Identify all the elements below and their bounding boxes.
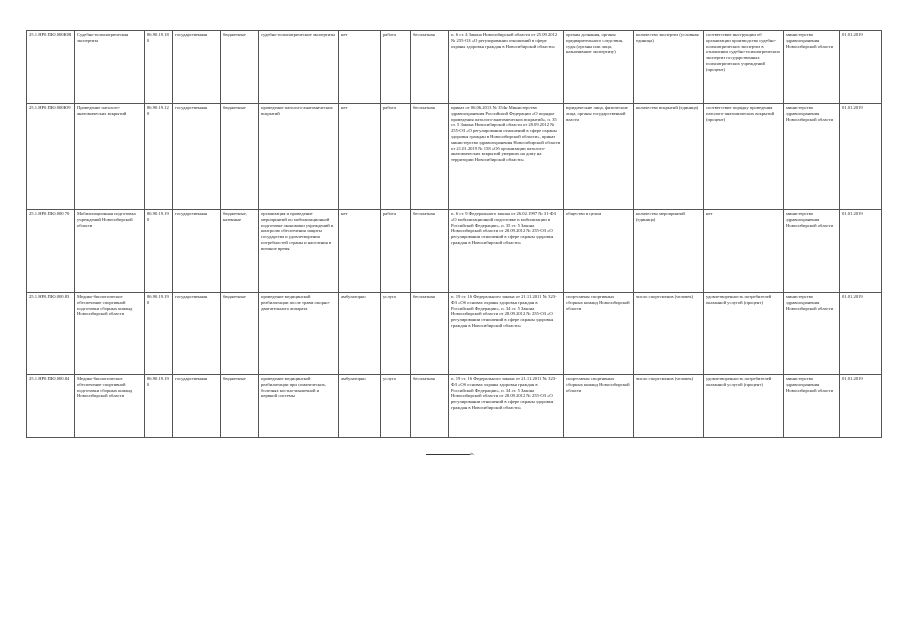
cell-legal: п. 19 ст. 16 Федерального закона от 21.11.2011 № 323-ФЗ «Об основах охраны здоровья граждан в Российской Федерации», п. 34 ст. 5 Закона Новосибирской области от 28.09.2012 № 255-ОЗ «О регулировании отношений в сфере охраны здоровья граждан в Новосибирской области» bbox=[449, 293, 564, 375]
cell-kind: работа bbox=[381, 104, 411, 210]
cell-content: проведение медицинской реабилитации при соматических, болезнях костно-мышечной и нервной системы bbox=[259, 375, 339, 438]
cell-authority: министерство здравоохранения Новосибирской области bbox=[784, 210, 840, 293]
cell-volume: число спортсменов (человек) bbox=[634, 375, 704, 438]
cell-type: государственная bbox=[173, 210, 221, 293]
cell-date: 01.01.2019 bbox=[840, 375, 882, 438]
table-row bbox=[27, 293, 882, 375]
table-row bbox=[27, 104, 882, 210]
cell-okved: 86.90.19.180 bbox=[145, 31, 173, 104]
cell-okved: 86.90.19.190 bbox=[145, 293, 173, 375]
closing-quote: ». bbox=[470, 451, 475, 457]
cell-consumers: юридические лица, физические лица, органы государственной власти bbox=[564, 104, 634, 210]
cell-code: 25.1.НР0.ПЮ.000ЮВ bbox=[27, 31, 75, 104]
table-row bbox=[27, 31, 882, 104]
cell-name: Мобилизационная подготовка учреждений Новосибирской области bbox=[75, 210, 145, 293]
cell-date: 01.01.2019 bbox=[840, 210, 882, 293]
cell-quality: соответствие порядку проведения патолого-анатомических вскрытий (процент) bbox=[704, 104, 784, 210]
cell-legal: п. 19 ст. 16 Федерального закона от 21.11.2011 № 323-ФЗ «Об основах охраны здоровья граждан в Российской Федерации», п. 34 ст. 5 Закона Новосибирской области от 28.09.2012 № 255-ОЗ «О регулировании отношений в сфере охраны здоровья граждан в Новосибирской области» bbox=[449, 375, 564, 438]
cell-payment: бесплатная bbox=[411, 375, 449, 438]
cell-legal: приказ от 06.06.2013 № 354н Министерства здравоохранения Российской Федерации «О порядке проведения патолого-анатомических вскрытий», п. 35 ст. 5 Закона Новосибирской области от 28.09.2012 № 255-ОЗ «О регулировании отношений в сфере охраны здоровья граждан в Новосибирской области», приказ министерства здравоохранения Новосибирской области от 21.01.2019 № 158 «Об организации патолого-анатомических вскрытий умерших на дому на территории Новосибирской области» bbox=[449, 104, 564, 210]
cell-payment: бесплатная bbox=[411, 31, 449, 104]
cell-volume: количество вскрытий (единица) bbox=[634, 104, 704, 210]
cell-authority: министерство здравоохранения Новосибирской области bbox=[784, 375, 840, 438]
cell-date: 01.01.2019 bbox=[840, 293, 882, 375]
cell-consumers: спортсмены спортивных сборных команд Новосибирской области bbox=[564, 293, 634, 375]
cell-content: проведение патолого-анатомических вскрытий bbox=[259, 104, 339, 210]
cell-license: амбулаторно bbox=[339, 375, 381, 438]
cell-type: государственная bbox=[173, 293, 221, 375]
cell-kind: услуга bbox=[381, 293, 411, 375]
cell-type: государственная bbox=[173, 31, 221, 104]
cell-name: Судебно-психиатрическая экспертиза bbox=[75, 31, 145, 104]
cell-institution: бюджетные bbox=[221, 31, 259, 104]
cell-authority: министерство здравоохранения Новосибирской области bbox=[784, 293, 840, 375]
cell-content: проведение медицинской реабилитации после травм опорно-двигательного аппарата bbox=[259, 293, 339, 375]
cell-quality: соответствие инструкции об организации производства судебно-психиатрических экспертиз в отношении судебно-психиатрических экспертиз государственных психиатрических учреждений (процент) bbox=[704, 31, 784, 104]
cell-volume: число спортсменов (человек) bbox=[634, 293, 704, 375]
cell-institution: бюджетные bbox=[221, 104, 259, 210]
cell-authority: министерство здравоохранения Новосибирской области bbox=[784, 31, 840, 104]
cell-name: Проведение патолого-анатомических вскрытий bbox=[75, 104, 145, 210]
cell-institution: бюджетные bbox=[221, 375, 259, 438]
cell-legal: п. 6 ст. 9 Федерального закона от 26.02.1997 № 31-ФЗ «О мобилизационной подготовке и мобилизации в Российской Федерации», п. 35 ст. 5 Закона Новосибирской области от 28.09.2012 № 255-ОЗ «О регулировании отношений в сфере охраны здоровья граждан в Новосибирской области» bbox=[449, 210, 564, 293]
cell-legal: п. 6 ст. 4 Закона Новосибирской области от 25.09.2012 № 255-ОЗ «О регулировании отношений в сфере охраны здоровья граждан в Новосибирской области» bbox=[449, 31, 564, 104]
cell-code: 25.1.НР0.ПЮ.000 70 bbox=[27, 210, 75, 293]
cell-type: государственная bbox=[173, 375, 221, 438]
cell-authority: министерство здравоохранения Новосибирской области bbox=[784, 104, 840, 210]
cell-consumers: органы дознания, органы предварительного следствия, суды (органы или лица, назначившие экспертизу) bbox=[564, 31, 634, 104]
cell-content: организация и проведение мероприятий по мобилизационной подготовке экономики учреждений и контролю обеспечения защиты государства и удовлетворения потребностей страны и населения в военное время bbox=[259, 210, 339, 293]
cell-institution: бюджетные bbox=[221, 293, 259, 375]
cell-kind: работа bbox=[381, 210, 411, 293]
cell-payment: бесплатная bbox=[411, 293, 449, 375]
cell-license: амбулаторно bbox=[339, 293, 381, 375]
cell-name: Медико-биологическое обеспечение спортивной подготовки сборных команд Новосибирской области bbox=[75, 375, 145, 438]
table-row bbox=[27, 210, 882, 293]
cell-date: 01.01.2019 bbox=[840, 104, 882, 210]
cell-code: 25.1.НР0.ПЮ.000Ю9 bbox=[27, 104, 75, 210]
cell-date: 01.01.2019 bbox=[840, 31, 882, 104]
cell-payment: бесплатная bbox=[411, 104, 449, 210]
cell-kind: работа bbox=[381, 31, 411, 104]
services-registry-table bbox=[26, 30, 882, 438]
cell-consumers: спортсмены спортивных сборных команд Новосибирской области bbox=[564, 375, 634, 438]
cell-type: государственная bbox=[173, 104, 221, 210]
cell-payment: бесплатная bbox=[411, 210, 449, 293]
cell-okved: 86.90.19.190 bbox=[145, 375, 173, 438]
cell-volume: количество экспертиз (условная единица) bbox=[634, 31, 704, 104]
cell-kind: услуга bbox=[381, 375, 411, 438]
cell-content: судебно-психиатрические экспертизы bbox=[259, 31, 339, 104]
cell-code: 25.1.НР0.ПЮ.000.83 bbox=[27, 293, 75, 375]
signature-blank-line bbox=[426, 454, 470, 455]
cell-institution: бюджетные, казенные bbox=[221, 210, 259, 293]
cell-consumers: общество в целом bbox=[564, 210, 634, 293]
cell-code: 25.1.НР0.ПЮ.000.84 bbox=[27, 375, 75, 438]
registry-table-container bbox=[26, 30, 881, 438]
cell-license: нет bbox=[339, 104, 381, 210]
cell-volume: количество мероприятий (единица) bbox=[634, 210, 704, 293]
cell-license: нет bbox=[339, 210, 381, 293]
cell-name: Медико-биологическое обеспечение спортивной подготовки сборных команд Новосибирской области bbox=[75, 293, 145, 375]
document-closing bbox=[426, 450, 475, 458]
cell-quality: удовлетворенность потребителей оказанной услугой (процент) bbox=[704, 375, 784, 438]
cell-license: нет bbox=[339, 31, 381, 104]
table-row bbox=[27, 375, 882, 438]
cell-quality: нет bbox=[704, 210, 784, 293]
cell-okved: 86.90.19.120 bbox=[145, 104, 173, 210]
cell-okved: 86.90.19.190 bbox=[145, 210, 173, 293]
cell-quality: удовлетворенность потребителей оказанной услугой (процент) bbox=[704, 293, 784, 375]
